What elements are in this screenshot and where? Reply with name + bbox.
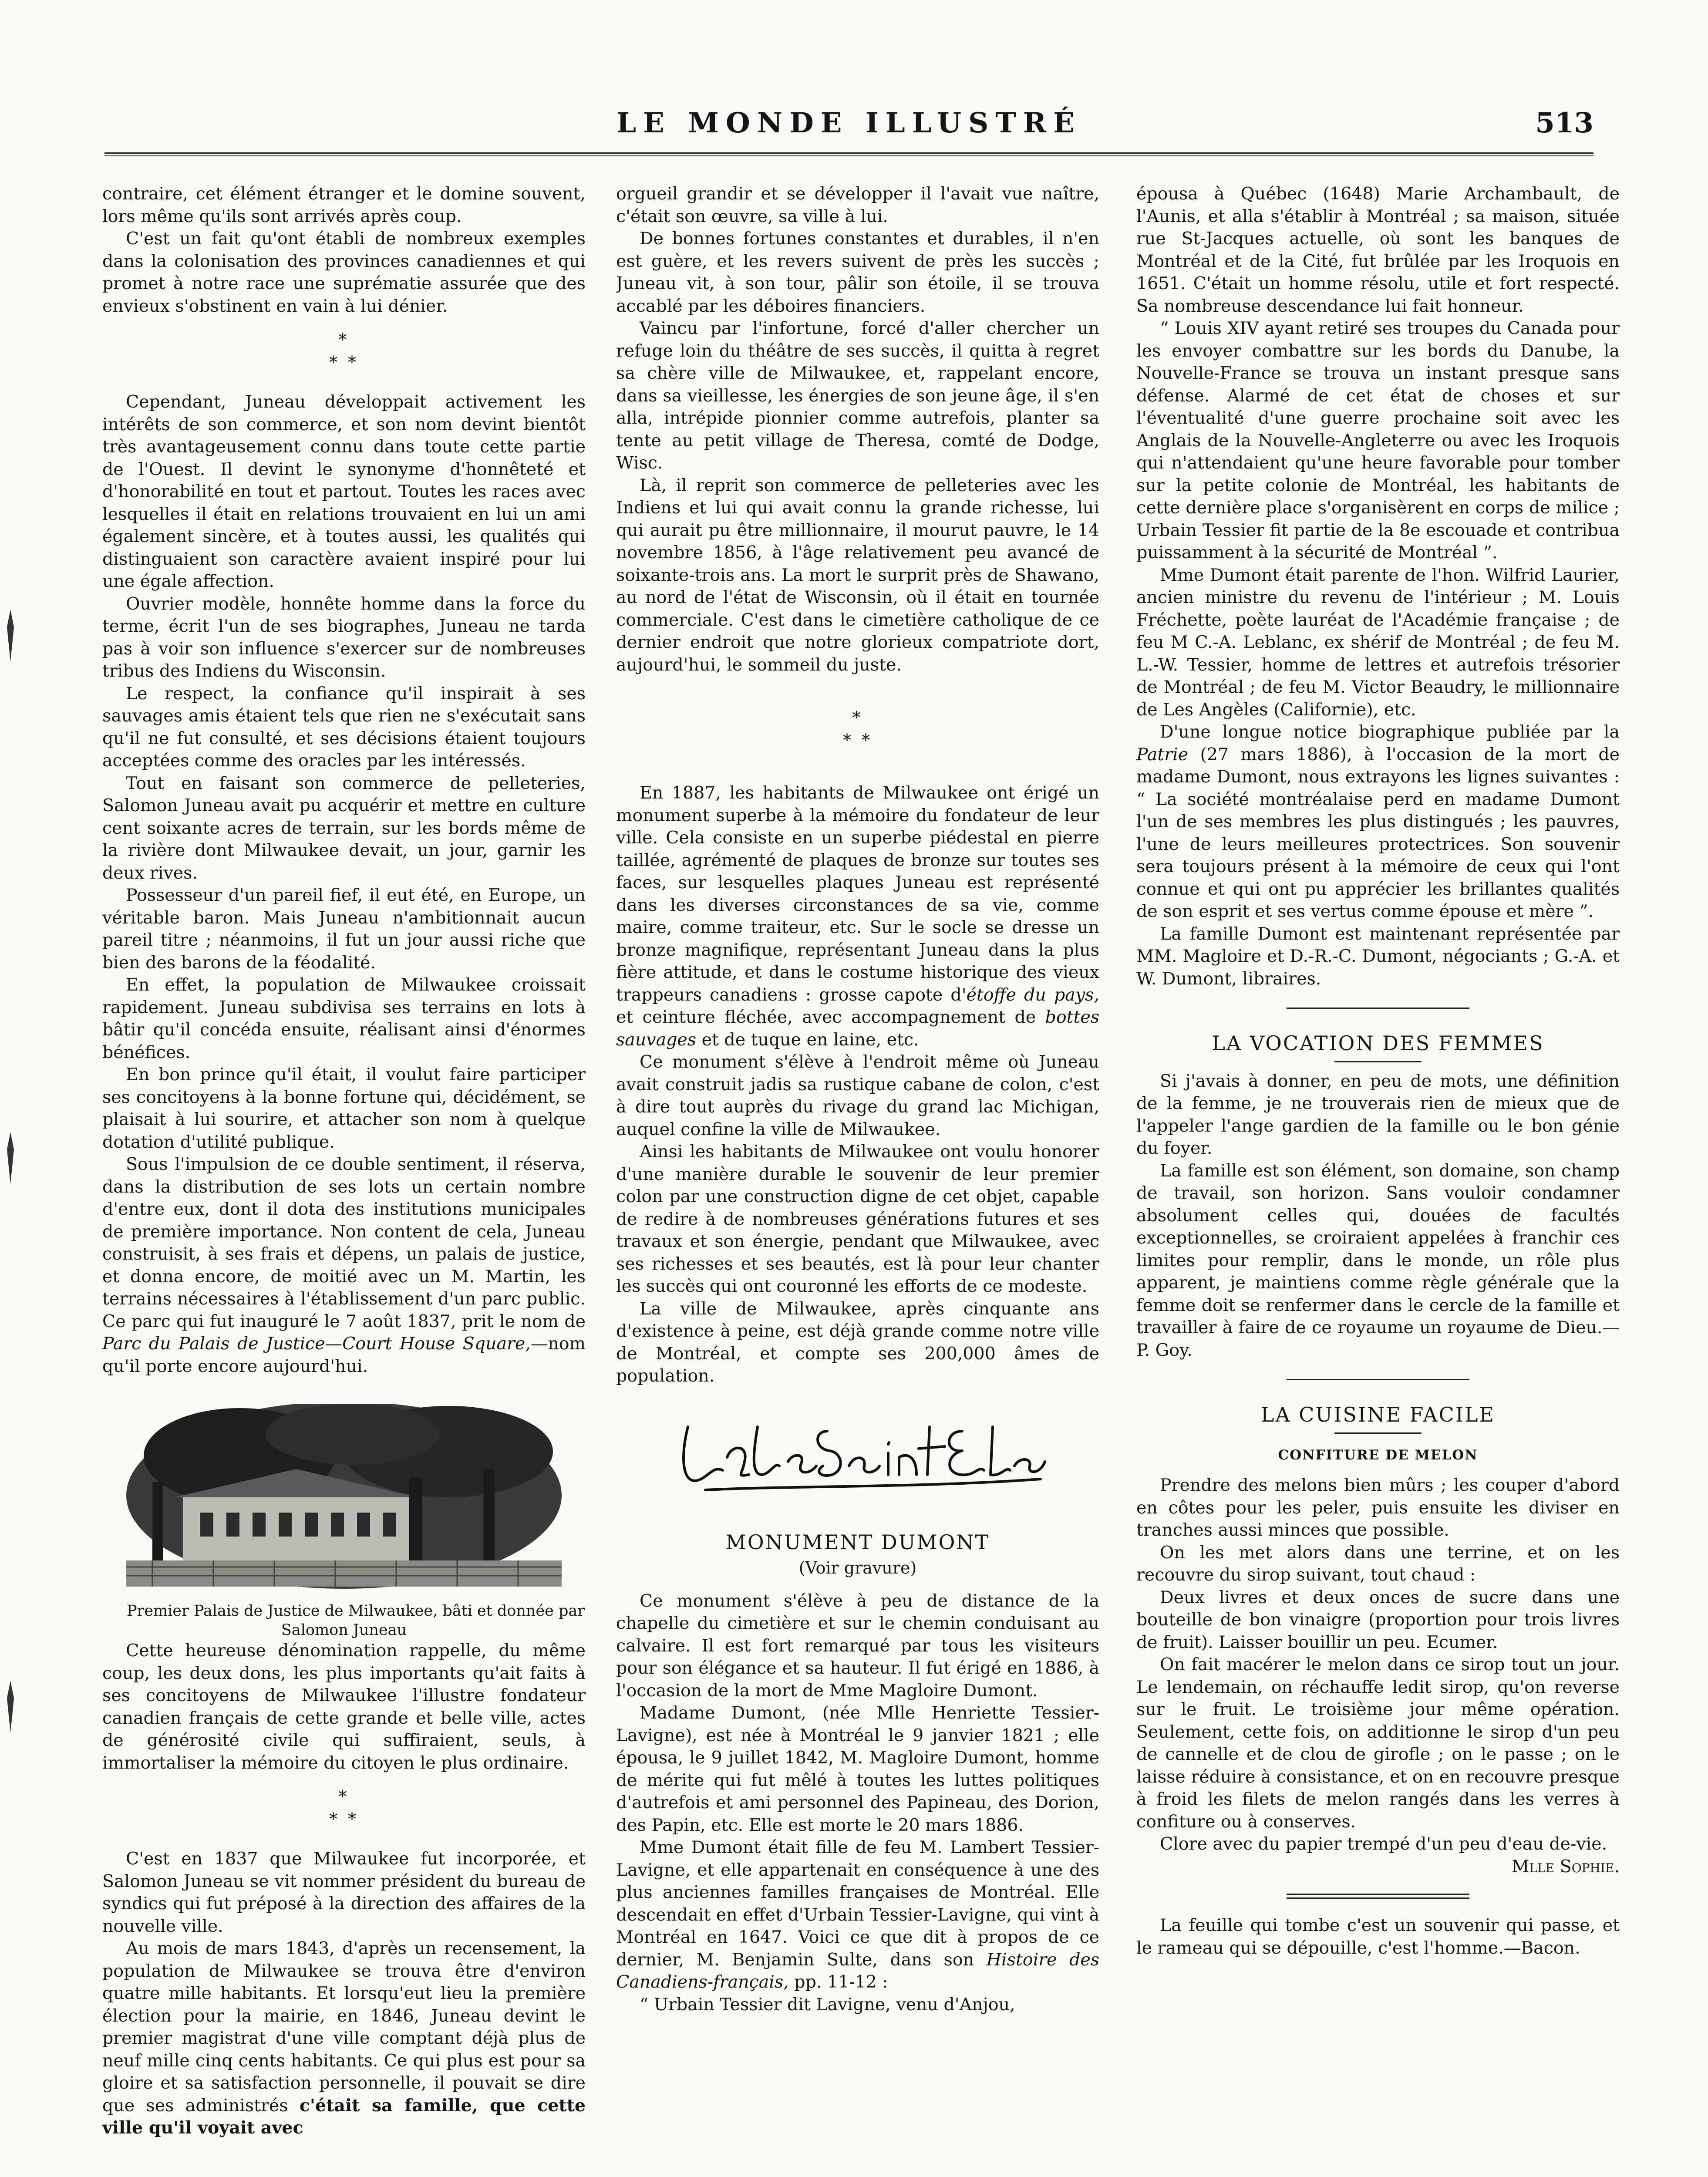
courthouse-engraving	[126, 1404, 562, 1595]
paragraph: C'est en 1837 que Milwaukee fut incorporée, et Salomon Juneau se vit nommer président du bureau de syndics qui fut préposé à la direction des affaires de la nouvelle ville.	[102, 1849, 586, 1936]
section-separator	[1287, 1379, 1469, 1380]
paragraph: “ Urbain Tessier dit Lavigne, venu d'Anjou,	[640, 1994, 1015, 2015]
page-number: 513	[1535, 107, 1593, 139]
paragraph: Ainsi les habitants de Milwaukee ont voulu honorer d'une manière durable le souvenir de leur premier colon par une construction digne de cet objet, capable de redire à de nombreuses générations futures et ses travaux et son énergie, pendant que Milwaukee, avec ses richesses et ses beautés, est là pour leur chanter les succès qui ont couronné les efforts de ce modeste.	[616, 1142, 1099, 1296]
margin-mark-icon	[4, 1681, 17, 1733]
paragraph: C'est un fait qu'ont établi de nombreux exemples dans la colonisation des provinces canadiennes et qui promet à notre race une suprématie assurée que des envieux s'obstinent en vain à lui dénier.	[102, 229, 586, 316]
margin-mark-icon	[4, 1132, 17, 1184]
paragraph: Ce monument s'élève à peu de distance de la chapelle du cimetière et sur le chemin conduisant au calvaire. Il est fort remarqué par tous les visiteurs pour son élégance et sa hauteur. Il fut érigé en 1886, à l'occasion de la mort de Mme Magloire Dumont.	[616, 1591, 1099, 1701]
paragraph: épousa à Québec (1648) Marie Archambault, de l'Aunis, et alla s'établir à Montréal ; sa maison, située rue St-Jacques actuelle, où sont les banques de Montréal et de la Cité, fut brûlée par les Iroquois en 1651. C'était un homme résolu, utile et fort respecté. Sa nombreuse descendance lui fait honneur.	[1136, 184, 1620, 316]
title-rule	[1334, 1432, 1422, 1434]
paragraph: Là, il reprit son commerce de pelleteries avec les Indiens et lui qui avait connu la grande richesse, lui qui aurait pu être millionnaire, il mourut pauvre, le 14 novembre 1856, à l'âge relativement peu avancé de soixante-trois ans. La mort le surprit près de Shawano, au nord de l'état de Wisconsin, où il était en tournée commerciale. C'est dans le cimetière catholique de ce dernier endroit que notre glorieux compatriote dort, aujourd'hui, le sommeil du juste.	[616, 475, 1099, 675]
section-title-vocation: LA VOCATION DES FEMMES	[1212, 1031, 1544, 1055]
paragraph: La famille Dumont est maintenant représentée par MM. Magloire et D.-R.-C. Dumont, négociants ; G.-A. et W. Dumont, libraires.	[1136, 923, 1620, 989]
header-rule	[104, 152, 1593, 156]
paragraph: Le respect, la confiance qu'il inspirait à ses sauvages amis étaient tels que rien ne s'exécutait sans qu'il ne fut consulté, et ses décisions étaient toujours acceptées comme des oracles par les intéressés.	[102, 683, 586, 771]
masthead-title: LE MONDE ILLUSTRÉ	[616, 107, 1081, 139]
section-separator	[1287, 1894, 1469, 1899]
column-2	[616, 183, 1099, 2177]
paragraph: En bon prince qu'il était, il voulut faire participer ses concitoyens à la bonne fortune qui, décidément, se plaisait à lui sourire, et attacher son nom à quelque dotation d'utilité publique.	[102, 1065, 586, 1152]
paragraph: On fait macérer le melon dans ce sirop tout un jour. Le lendemain, on réchauffe ledit sirop, qu'on reverse sur le fruit. Le troisième jour même opération. Seulement, cette fois, on additionne le sirop d'un peu de cannelle et de clou de girofle ; on le passe ; on le laisse réduire à consistance, et on en recouvre presque à froid les filets de melon rangés dans les verres à confiture ou à conserves.	[1136, 1655, 1620, 1832]
paragraph: Cependant, Juneau développait activement les intérêts de son commerce, et son nom devint bientôt très avantageusement connu dans toute cette partie de l'Ouest. Il devint le synonyme d'honnêteté et d'honorabilité en tout et partout. Toutes les races avec lesquelles il était en relations trouvaient en lui un ami également sincère, et à toutes aussi, les qualités qui distinguaient son caractère avaient inspiré pour lui une égale affection.	[102, 392, 586, 591]
paragraph: On les met alors dans une terrine, et on les recouvre du sirop suivant, tout chaud :	[1136, 1542, 1620, 1585]
paragraph: Vaincu par l'infortune, forcé d'aller chercher un refuge loin du théâtre de ses succès, il quitta à regret sa chère ville de Milwaukee, et, rappelant encore, dans sa vieillesse, les énergies de son jeune âge, il s'en alla, intrépide pionnier comme autrefois, planter sa tente au petit village de Theresa, comté de Dodge, Wisc.	[616, 318, 1099, 473]
paragraph: Prendre des melons bien mûrs ; les couper d'abord en côtes pour les peler, puis ensuite les diviser en tranches aussi minces que possible.	[1136, 1475, 1620, 1540]
section-break-asterism: * * *	[329, 330, 359, 372]
section-break-asterism: * * *	[329, 1787, 359, 1829]
paragraph: La ville de Milwaukee, après cinquante ans d'existence à peine, est déjà grande comme notre ville de Montréal, et compte ses 200,000 âmes de population.	[616, 1298, 1099, 1386]
paragraph: La feuille qui tombe c'est un souvenir qui passe, et le rameau qui se dépouille, c'est l'homme.—Bacon.	[1136, 1915, 1620, 1958]
paragraph: orgueil grandir et se développer il l'avait vue naître, c'était son œuvre, sa ville à lui.	[616, 184, 1099, 226]
paragraph: Sous l'impulsion de ce double sentiment, il réserva, dans la distribution de ses lots un certain nombre d'entre eux, dont il dota des institutions municipales de première importance. Non content de cela, Juneau construisit, à ses frais et dépens, un palais de justice, et donna encore, de moitié avec un M. Martin, les terrains nécessaires à l'établissement d'un parc public. Ce parc qui fut inauguré le 7 août 1837, prit le nom de Parc du Palais de Justice—Court House Square,—nom qu'il porte encore aujourd'hui.	[102, 1154, 586, 1376]
paragraph: Mme Dumont était fille de feu M. Lambert Tessier-Lavigne, et elle appartenait en conséquence à une des plus anciennes familles françaises de Montréal. Elle descendait en effet d'Urbain Tessier-Lavigne, qui vint à Montréal en 1647. Voici ce que dit à propos de ce dernier, M. Benjamin Sulte, dans son Histoire des Canadiens-français, pp. 11-12 :	[616, 1837, 1099, 1992]
paragraph: Au mois de mars 1843, d'après un recensement, la population de Milwaukee se trouva être d'environ quatre mille habitants. Et lorsqu'eut lieu la première élection pour la mairie, en 1846, Juneau devint le premier magistrat d'une ville comptant déjà plus de neuf mille cinq cents habitants. Ce qui plus est pour sa gloire et sa satisfaction personnelle, il pouvait se dire que ses administrés c'était sa famille, que cette ville qu'il voyait avec	[102, 1938, 586, 2138]
paragraph: Tout en faisant son commerce de pelleteries, Salomon Juneau avait pu acquérir et mettre en culture cent soixante acres de terrain, sur les bords même de la rivière dont Milwaukee devait, un jour, garnir les deux rives.	[102, 773, 586, 883]
paragraph: Madame Dumont, (née Mlle Henriette Tessier-Lavigne), est née à Montréal le 9 janvier 1821 ; elle épousa, le 9 juillet 1842, M. Magloire Dumont, homme de mérite qui fut mêlé à toutes les luttes politiques d'autrefois et ami personnel des Papineau, des Dorion, des Papin, etc. Elle est morte le 20 mars 1886.	[616, 1703, 1099, 1835]
recipe-title: CONFITURE DE MELON	[1278, 1447, 1478, 1463]
paragraph: Clore avec du papier trempé d'un peu d'eau de-vie.	[1160, 1834, 1607, 1854]
margin-mark-icon	[4, 610, 17, 662]
section-title-monument-dumont: MONUMENT DUMONT	[725, 1530, 990, 1554]
paragraph: Ce monument s'élève à l'endroit même où Juneau avait construit jadis sa rustique cabane de colon, c'est à dire tout auprès du rivage du grand lac Michigan, auquel confine la ville de Milwaukee.	[616, 1052, 1099, 1139]
image-caption: Premier Palais de Justice de Milwaukee, bâti et donnée par Salomon Juneau	[127, 1602, 585, 1639]
section-title-cuisine: LA CUISINE FACILE	[1260, 1403, 1496, 1426]
section-break-asterism: * * *	[842, 708, 873, 750]
paragraph: “ Louis XIV ayant retiré ses troupes du Canada pour les envoyer combattre sur les bords du Danube, la Nouvelle-France se trouva un instant presque sans défense. Alarmé de cet état de choses et sur l'éventualité d'une guerre prochaine soit avec les Anglais de la Nouvelle-Angleterre ou avec les Iroquois qui n'attendaient qu'une heure favorable pour tomber sur la petite colonie de Montréal, les habitants de cette dernière place s'organisèrent en corps de milice ; Urbain Tessier fit partie de la 8e escouade et contribua puissamment à la sécurité de Montréal ”.	[1136, 318, 1620, 563]
paragraph: Possesseur d'un pareil fief, il eut été, en Europe, un véritable baron. Mais Juneau n'ambitionnait aucun pareil titre ; néanmoins, il fut un jour aussi riche que bien des barons de la féodalité.	[102, 885, 586, 973]
title-rule	[1334, 1061, 1422, 1062]
paragraph: Mme Dumont était parente de l'hon. Wilfrid Laurier, ancien ministre du revenu de l'intérieur ; M. Louis Fréchette, poète lauréat de l'Académie française ; de feu M C.-A. Leblanc, ex shérif de Montréal ; de feu M. L.-W. Tessier, homme de lettres et autrefois trésorier de Montréal ; de feu M. Victor Beaudry, le millionnaire de Les Angèles (Californie), etc.	[1136, 565, 1620, 720]
paragraph: Cette heureuse dénomination rappelle, du même coup, les deux dons, les plus importants qu'ait faits à ses concitoyens de Milwaukee l'illustre fondateur canadien français de cette grande et belle ville, actes de générosité civile qui suffiraient, seuls, à immortaliser la mémoire du citoyen le plus ordinaire.	[102, 1641, 586, 1773]
page-header	[104, 83, 1593, 157]
paragraph: contraire, cet élément étranger et le domine souvent, lors même qu'ils sont arrivés après coup.	[102, 184, 586, 226]
paragraph: En effet, la population de Milwaukee croissait rapidement. Juneau subdivisa ses terrains en lots à bâtir qu'il concéda ensuite, réalisant ainsi d'énormes bénéfices.	[102, 975, 586, 1062]
paragraph: En 1887, les habitants de Milwaukee ont érigé un monument superbe à la mémoire du fondateur de leur ville. Cela consiste en un superbe piédestal en pierre taillée, agrémenté de plaques de bronze sur toutes ses faces, sur lesquelles plaques Juneau est représenté dans les diverses circonstances de sa vie, comme maire, comme traiteur, etc. Sur le socle se dresse un bronze magnifique, représentant Juneau dans la plus fière attitude, et dans le costume historique des vieux trappeurs canadiens : grosse capote d'étoffe du pays, et ceinture fléchée, avec accompagnement de bottes sauvages et de tuque en laine, etc.	[616, 783, 1099, 1050]
column-1	[102, 183, 586, 2177]
author-signature: Mlle Sophie.	[1512, 1856, 1620, 1877]
paragraph: Deux livres et deux onces de sucre dans une bouteille de bon vinaigre (proportion pour trois livres de fruit). Laisser bouillir un peu. Ecumer.	[1136, 1587, 1620, 1652]
paragraph: De bonnes fortunes constantes et durables, il n'en est guère, et les revers suivent de près les succès ; Juneau vit, à son tour, pâlir son étoile, il se trouva accablé par les déboires financiers.	[616, 229, 1099, 316]
paragraph: La famille est son élément, son domaine, son champ de travail, son horizon. Sans vouloir condamner absolument celles qui, douées de facultés exceptionnelles, se croiraient appelées à franchir ces limites pour remplir, dans le monde, un rôle plus apparent, je maintiens comme règle générale que la femme doit se renfermer dans le cercle de la famille et travailler à faire de ce royaume un royaume de Dieu.—P. Goy.	[1136, 1160, 1620, 1360]
section-subtitle: (Voir gravure)	[798, 1558, 917, 1577]
handwritten-signature	[662, 1401, 1054, 1505]
column-3	[1136, 183, 1620, 2177]
section-separator	[1287, 1008, 1469, 1009]
paragraph: Si j'avais à donner, en peu de mots, une définition de la femme, je ne trouverais rien de mieux que de l'appeler l'ange gardien de la famille ou le bon génie du foyer.	[1136, 1071, 1620, 1158]
paragraph: Ouvrier modèle, honnête homme dans la force du terme, écrit l'un de ses biographes, Juneau ne tarda pas à voir son influence s'exercer sur de nombreuses tribus des Indiens du Wisconsin.	[102, 593, 586, 681]
paragraph: D'une longue notice biographique publiée par la Patrie (27 mars 1886), à l'occasion de la mort de madame Dumont, nous extrayons les lignes suivantes : “ La société montréalaise perd en madame Dumont l'un de ses membres les plus distingués ; les pauvres, l'une de leurs meilleures protectrices. Son souvenir sera toujours présent à la mémoire de ceux qui l'ont connue et qui ont pu apprécier les brillantes qualités de son esprit et ses vertus comme épouse et mère ”.	[1136, 722, 1620, 921]
